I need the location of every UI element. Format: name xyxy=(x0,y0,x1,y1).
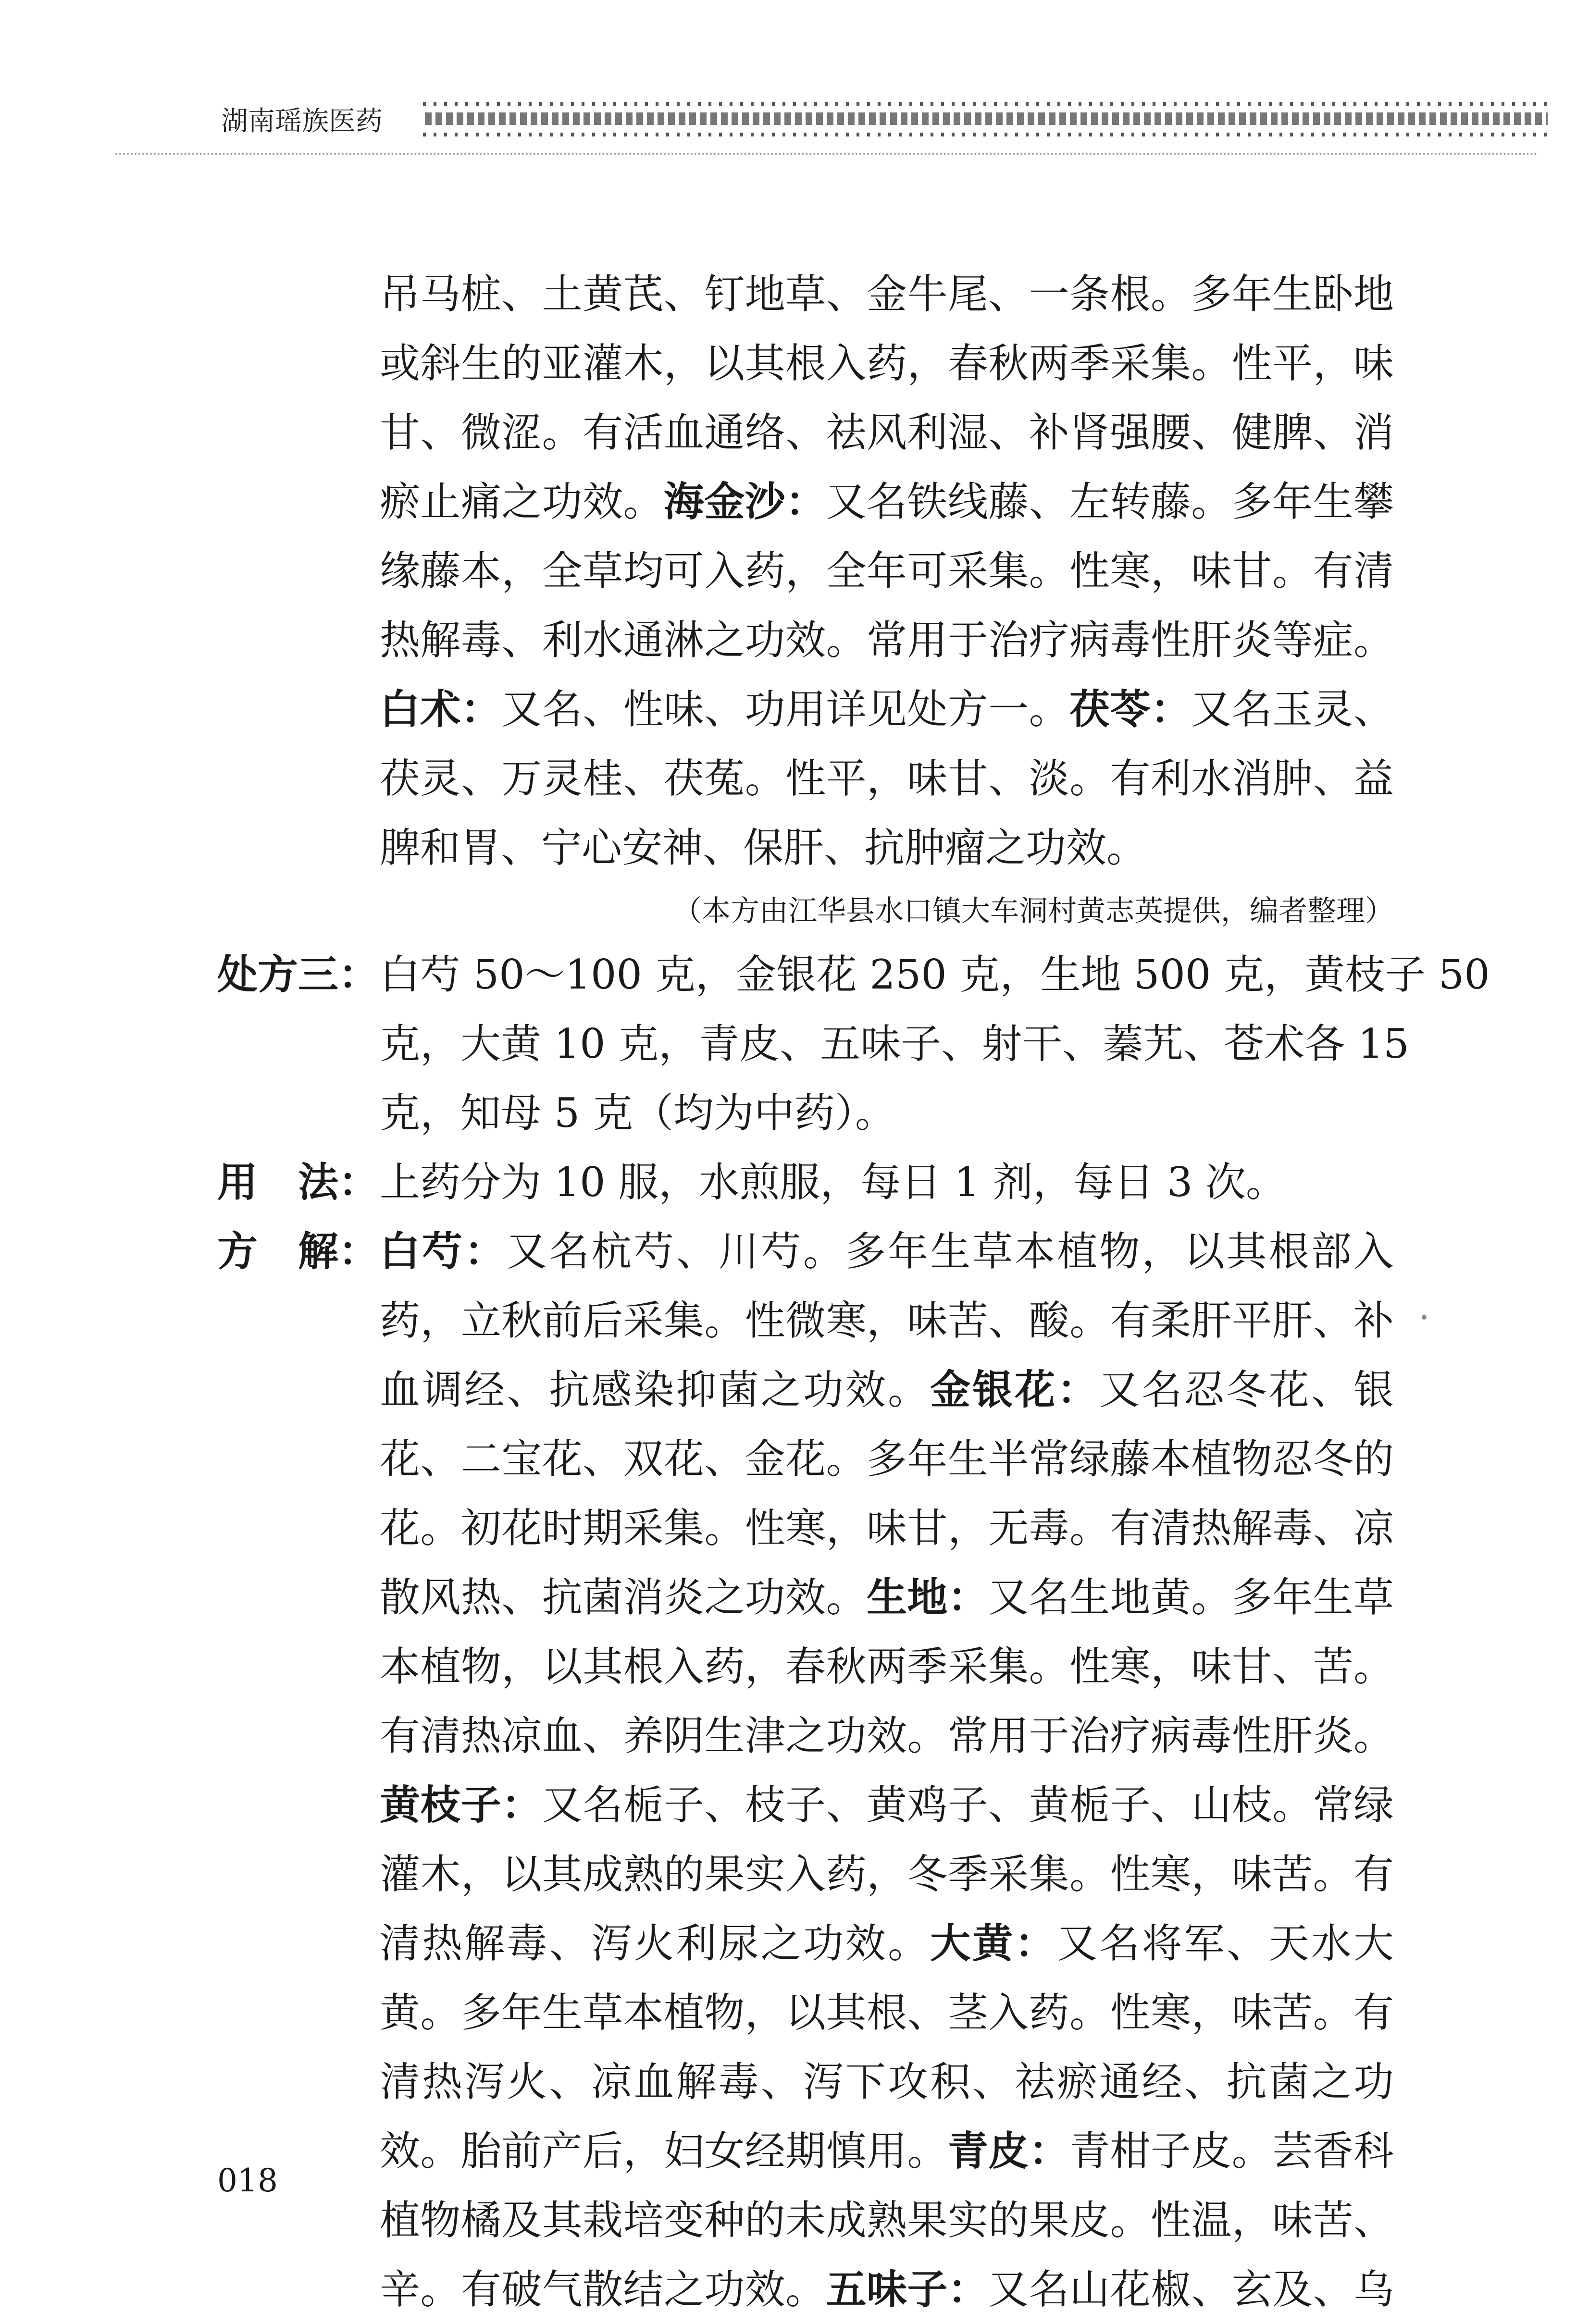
text-line: 散风热、抗菌消炎之功效。生地：又名生地黄。多年生草 xyxy=(380,1574,1394,1621)
section-label: 用 法： xyxy=(217,1159,379,1206)
herb-term: 白芍： xyxy=(380,1228,507,1275)
usage-section xyxy=(0,1148,1589,1217)
herb-term: 海金沙： xyxy=(663,478,826,525)
page-body xyxy=(0,260,1589,2324)
herb-term: 五味子： xyxy=(826,2266,989,2313)
text-line: 有清热凉血、养阴生津之功效。常用于治疗病毒性肝炎。 xyxy=(380,1712,1394,1759)
text-line: 药，立秋前后采集。性微寒，味苦、酸。有柔肝平肝、补 xyxy=(380,1297,1394,1344)
text-line: 本植物，以其根入药，春秋两季采集。性寒，味甘、苦。 xyxy=(380,1643,1394,1690)
section-label: 处方三： xyxy=(217,951,379,998)
text-line: 克，大黄 10 克，青皮、五味子、射干、蓁艽、苍术各 15 xyxy=(380,1020,1409,1067)
page-number: 018 xyxy=(217,2162,278,2199)
decorative-border xyxy=(423,102,1548,143)
text-line: 清热解毒、泻火利尿之功效。大黄：又名将军、天水大 xyxy=(380,1920,1394,1967)
text-line: 花。初花时期采集。性寒，味甘，无毒。有清热解毒、凉 xyxy=(380,1505,1394,1552)
text-line: 缘藤本，全草均可入药，全年可采集。性寒，味甘。有清 xyxy=(380,547,1394,594)
text-line: 植物橘及其栽培变种的未成熟果实的果皮。性温，味苦、 xyxy=(380,2197,1394,2244)
scan-speck xyxy=(1422,1315,1427,1320)
intro-paragraph xyxy=(380,260,1394,882)
herb-term: 青皮： xyxy=(947,2127,1070,2175)
text-line: 辛。有破气散结之功效。五味子：又名山花椒、玄及、乌 xyxy=(380,2266,1394,2313)
prescription-section xyxy=(0,940,1589,1148)
text-line: 上药分为 10 服，水煎服，每日 1 剂，每日 3 次。 xyxy=(380,1159,1286,1206)
text-line: 白芍：又名杭芍、川芍。多年生草本植物，以其根部入 xyxy=(380,1228,1394,1275)
text-line: 或斜生的亚灌木，以其根入药，春秋两季采集。性平，味 xyxy=(380,340,1394,387)
text-line: 茯灵、万灵桂、茯菟。性平，味甘、淡。有利水消肿、益 xyxy=(380,755,1394,802)
herb-term: 大黄： xyxy=(930,1920,1057,1967)
herb-term: 生地： xyxy=(866,1574,989,1621)
text-line: 血调经、抗感染抑菌之功效。金银花：又名忍冬花、银 xyxy=(380,1366,1394,1413)
text-line: 白芍 50～100 克，金银花 250 克，生地 500 克，黄枝子 50 xyxy=(380,951,1490,998)
book-title: 湖南瑶族医药 xyxy=(221,106,383,137)
text-line: 脾和胃、宁心安神、保肝、抗肿瘤之功效。 xyxy=(380,824,1147,871)
text-line: 白术：又名、性味、功用详见处方一。茯苓：又名玉灵、 xyxy=(380,686,1394,733)
text-line: 灌木，以其成熟的果实入药，冬季采集。性寒，味苦。有 xyxy=(380,1851,1394,1898)
text-line: 花、二宝花、双花、金花。多年生半常绿藤本植物忍冬的 xyxy=(380,1435,1394,1483)
text-line: 热解毒、利水通淋之功效。常用于治疗病毒性肝炎等症。 xyxy=(380,617,1394,664)
header-rule xyxy=(115,153,1538,155)
text-line: 瘀止痛之功效。海金沙：又名铁线藤、左转藤。多年生攀 xyxy=(380,478,1394,525)
running-header xyxy=(0,0,1589,173)
herb-term: 金银花： xyxy=(930,1366,1100,1413)
text-line: 吊马桩、土黄芪、钉地草、金牛尾、一条根。多年生卧地 xyxy=(380,271,1394,318)
section-label: 方 解： xyxy=(217,1228,379,1275)
explanation-text xyxy=(380,1217,1394,2324)
herb-term: 黄枝子： xyxy=(380,1781,542,1829)
herb-term: 白术： xyxy=(380,686,502,733)
text-line: 黄。多年生草本植物，以其根、茎入药。性寒，味苦。有 xyxy=(380,1989,1394,2036)
source-note: （本方由江华县水口镇大车洞村黄志英提供，编者整理） xyxy=(673,894,1394,928)
text-line: 清热泻火、凉血解毒、泻下攻积、祛瘀通经、抗菌之功 xyxy=(380,2058,1394,2105)
usage-text xyxy=(380,1148,1394,1217)
text-line: 克，知母 5 克（均为中药）。 xyxy=(380,1089,895,1137)
text-line: 效。胎前产后，妇女经期慎用。青皮：青柑子皮。芸香科 xyxy=(380,2127,1394,2175)
text-line: 黄枝子：又名栀子、枝子、黄鸡子、黄栀子、山枝。常绿 xyxy=(380,1781,1394,1829)
text-line: 甘、微涩。有活血通络、祛风利湿、补肾强腰、健脾、消 xyxy=(380,409,1394,456)
explanation-section xyxy=(0,1217,1589,2324)
herb-term: 茯苓： xyxy=(1069,686,1192,733)
prescription-text xyxy=(380,940,1490,1148)
